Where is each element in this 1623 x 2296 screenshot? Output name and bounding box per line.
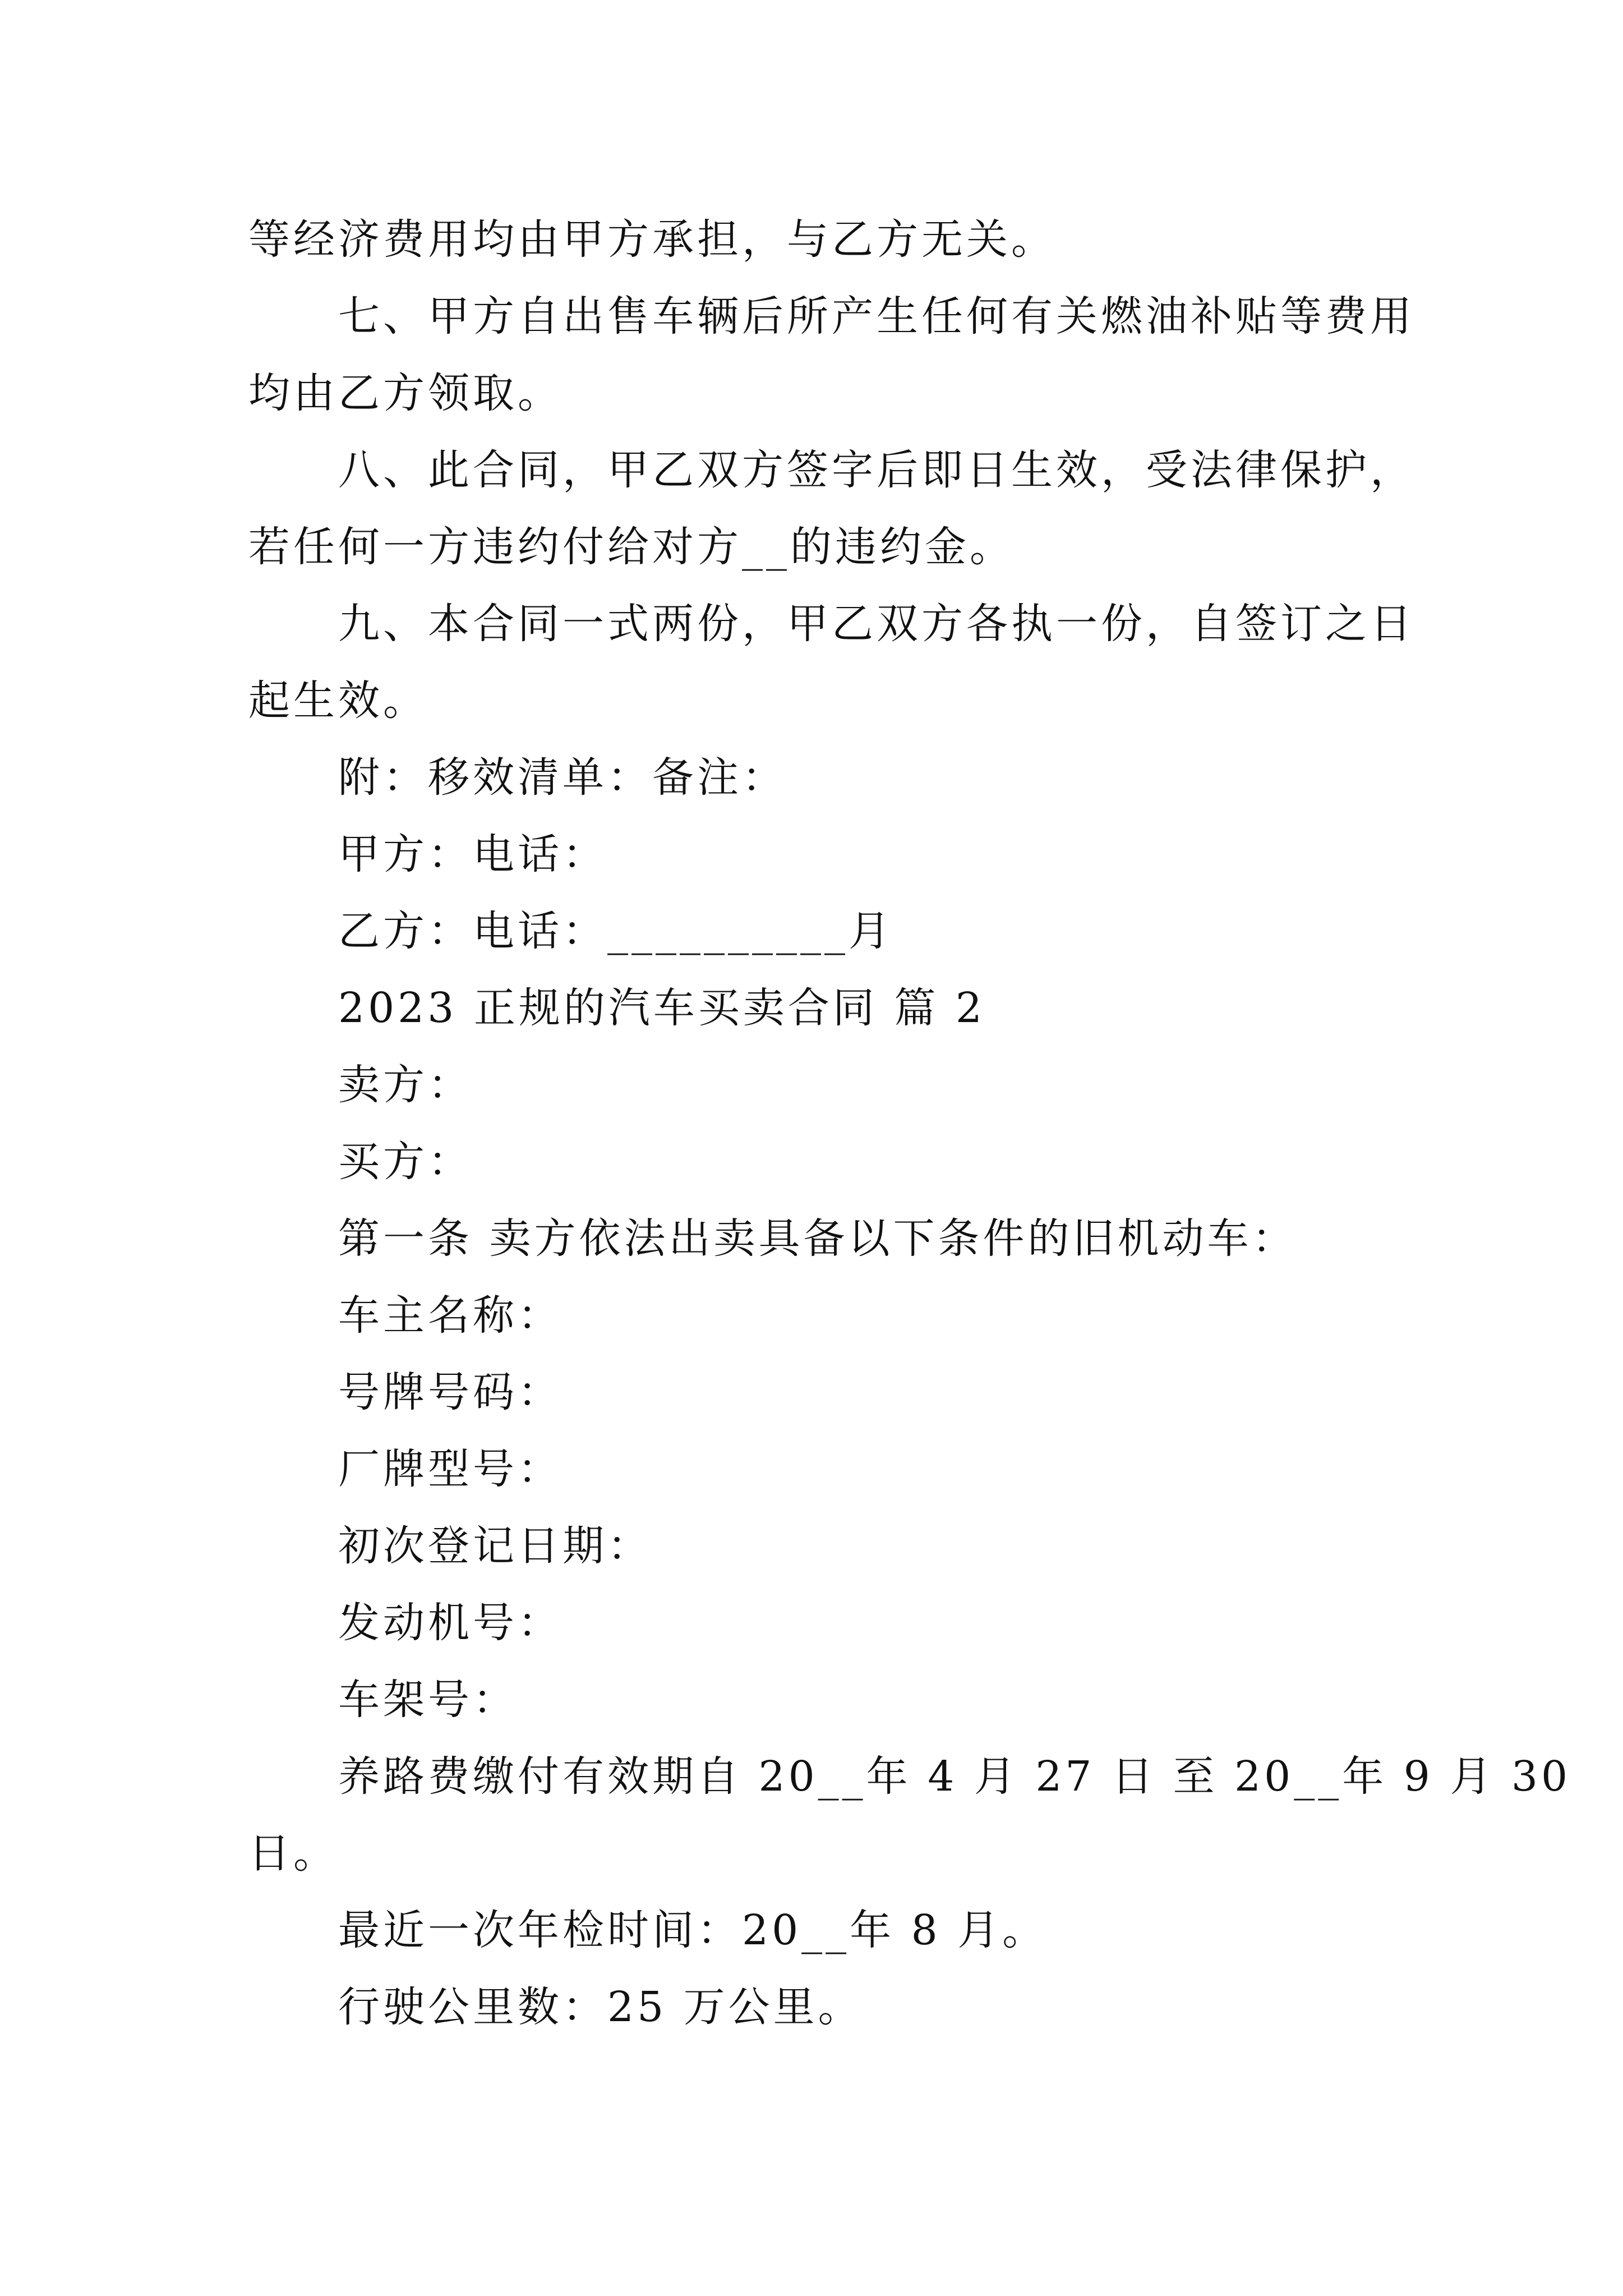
paragraph-line: 买方： [338, 1138, 473, 1186]
paragraph-line: 号牌号码： [338, 1368, 562, 1416]
paragraph-line: 养路费缴付有效期自 20__年 4 月 27 日 至 20__年 9 月 30 [338, 1752, 1571, 1801]
paragraph-line: 行驶公里数：25 万公里。 [338, 1983, 863, 2031]
paragraph-line: 第一条 卖方依法出卖具备以下条件的旧机动车： [338, 1214, 1297, 1263]
paragraph-line: 发动机号： [338, 1599, 562, 1647]
paragraph-line: 九、本合同一式两份，甲乙双方各执一份，自签订之日 [338, 600, 1415, 648]
paragraph-line: 起生效。 [248, 677, 428, 725]
paragraph-line: 八、此合同，甲乙双方签字后即日生效，受法律保护， [338, 446, 1415, 494]
paragraph-line: 若任何一方违约付给对方__的违约金。 [248, 523, 1015, 571]
document-body [248, 209, 1571, 2053]
paragraph-line: 最近一次年检时间：20__年 8 月。 [338, 1906, 1048, 1954]
paragraph-line: 卖方： [338, 1061, 473, 1109]
paragraph-line: 等经济费用均由甲方承担，与乙方无关。 [248, 215, 1056, 264]
section-heading: 2023 正规的汽车买卖合同 篇 2 [338, 984, 985, 1032]
paragraph-line: 七、甲方自出售车辆后所产生任何有关燃油补贴等费用 [338, 292, 1415, 341]
paragraph-line: 车主名称： [338, 1291, 562, 1340]
paragraph-line: 甲方：电话： [338, 830, 607, 878]
paragraph-line: 厂牌型号： [338, 1445, 562, 1493]
paragraph-line: 车架号： [338, 1676, 518, 1724]
paragraph-line: 乙方：电话：__________月 [338, 907, 893, 955]
paragraph-line: 附：移效清单：备注： [338, 753, 787, 802]
paragraph-line: 初次登记日期： [338, 1522, 652, 1570]
paragraph-line: 均由乙方领取。 [248, 369, 562, 417]
paragraph-line: 日。 [248, 1829, 338, 1878]
